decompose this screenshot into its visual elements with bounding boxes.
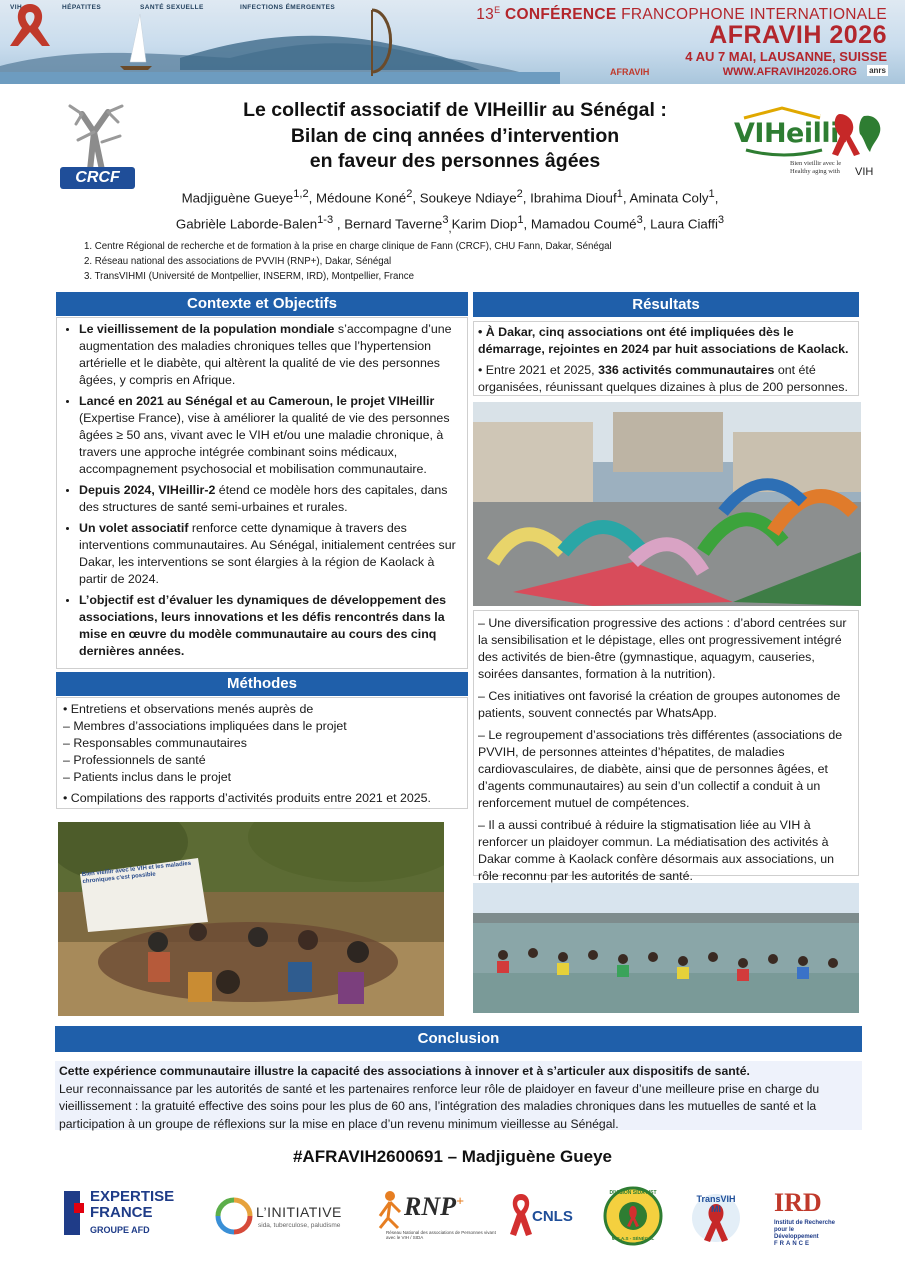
conclusion-box xyxy=(55,1061,862,1130)
list-item: • Lancé en 2021 au Sénégal et au Cameroun, le projet VIHeillir (Expertise France), vise à améliorer la qualité de vie des personnes âgées ≥ 50 ans, vivant avec le VIH et/ou une maladie chronique, à travers une approche intégrée combinant soins médicaux, accompagnement psychosocial et mobilisation communautaire. xyxy=(79,393,461,478)
africa-ribbon-icon xyxy=(820,108,890,164)
cnls-logo: CNLS xyxy=(508,1192,578,1242)
resultats-details-box xyxy=(473,610,859,883)
methodes-line: – Membres d’associations impliquées dans le projet xyxy=(63,719,347,733)
methodes-line: • Entretiens et observations menés auprès de xyxy=(63,702,314,716)
conference-dates: 4 AU 7 MAI, LAUSANNE, SUISSE xyxy=(685,49,887,64)
list-item: • Un volet associatif renforce cette dynamique à travers des interventions communautaires. Au Sénégal, initialement centrées sur Dakar, les interventions se sont élargies à la région de Kaolack à partir de 2024. xyxy=(79,520,461,588)
initiative-logo: L’INITIATIVE sida, tuberculose, paludisme xyxy=(214,1196,364,1238)
afravih-mark-label: AFRAVIH xyxy=(610,67,650,77)
expertise-france-logo: EXPERTISE FRANCE GROUPE AFD xyxy=(64,1189,204,1241)
topic-sante-sexuelle: SANTÉ SEXUELLE xyxy=(140,4,204,11)
topic-hepatites: HÉPATITES xyxy=(62,4,102,11)
division-sida-logo: DIVISION SIDA / IST M.S.A.S - SÉNÉGAL xyxy=(603,1186,663,1246)
list-item: • L’objectif est d’évaluer les dynamiques de développement des associations, leurs innovations et les défis rencontrés dans la mise en œuvre du modèle communautaire au cours des cinq dernières années. xyxy=(79,592,461,660)
hashtag-footer: #AFRAVIH2600691 – Madjiguène Gueye xyxy=(292,1147,613,1166)
initiative-ring-icon xyxy=(214,1196,254,1236)
affiliation-2: 2. Réseau national des associations de PVVIH (RNP+), Dakar, Sénégal xyxy=(84,256,392,267)
methodes-box xyxy=(56,697,468,809)
conference-url[interactable]: WWW.AFRAVIH2026.ORG xyxy=(722,66,857,78)
transvihmi-logo: TransVIH MI xyxy=(686,1184,746,1246)
baobab-tree-icon xyxy=(52,102,144,172)
authors-line-2: Gabrièle Laborde-Balen$^{1-3}$ , Bernard Taverne$^3_,$Karim Diop$^1$, Mamadou Coumé$^3$, Laura Ciaffi$^3$ xyxy=(175,214,725,236)
topic-infections-emergentes: INFECTIONS ÉMERGENTES xyxy=(240,4,336,11)
poster-title: Le collectif associatif de VIHeillir au Sénégal : Bilan de cinq années d’intervention en faveur des personnes âgées xyxy=(243,99,667,172)
resultats-bullet-2: • Entre 2021 et 2025, 336 activités communautaires ont été organisées, réunissant quelques dizaines à plus de 200 personnes. xyxy=(478,363,848,394)
resultats-bullet-1: • À Dakar, cinq associations ont été impliquées dès le démarrage, rejointes en 2024 par huit associations de Kaolack. xyxy=(478,325,849,356)
section-heading-conclusion: Conclusion xyxy=(55,1026,862,1052)
resultats-paragraph: – Une diversification progressive des actions : d’abord centrées sur la sensibilisation et le dépistage, elles ont progressivement intégré des activités de bien-être (gymnastique, aquagym, causeries, soirées dansantes, formation à la nutrition). xyxy=(478,616,847,681)
anrs-logo: anrs xyxy=(869,66,886,75)
photo-outdoor-gymnastics xyxy=(473,402,861,606)
resultats-paragraph: – Ces initiatives ont favorisé la création de groupes autonomes de patients, souvent connectés par WhatsApp. xyxy=(478,689,841,720)
viheillir-tag-vih: VIH xyxy=(855,166,874,178)
resultats-summary-box xyxy=(473,321,859,396)
methodes-line: • Compilations des rapports d’activités produits entre 2021 et 2025. xyxy=(63,791,432,805)
authors-line-1: Madjiguène Gueye$^{1,2}$, Médoune Koné$^2$, Soukeye Ndiaye$^2$, Ibrahima Diouf$^1$, Aminata Coly$^1$, xyxy=(181,188,719,206)
resultats-paragraph: – Le regroupement d’associations très différentes (associations de PVVIH, de personnes atteintes d’hépatites, de maladies cardiovasculaires, de diabète, ainsi que de personnes âgées, et d’agents communautaires) au sein d’un collectif a conduit à un renforcement mutuel de compétences. xyxy=(478,728,843,810)
topic-vih: VIH xyxy=(10,4,23,11)
methodes-line: – Responsables communautaires xyxy=(63,736,247,750)
conclusion-bold: Cette expérience communautaire illustre la capacité des associations à innover et à s’articuler aux dispositifs de santé. xyxy=(59,1064,750,1078)
contexte-box xyxy=(56,317,468,669)
viheillir-tagline: Bien vieillir avec le Healthy aging with xyxy=(790,160,842,175)
red-ribbon-icon xyxy=(0,0,60,48)
viheillir-smile-icon xyxy=(744,148,824,158)
resultats-paragraph: – Il a aussi contribué à réduire la stigmatisation liée au VIH à renforcer un plaidoyer commun. La médiatisation des activités à Dakar comme à Kaolack confère désormais aux associations, un rôle reconnu par les autorités de santé. xyxy=(478,818,835,883)
section-heading-contexte: Contexte et Objectifs xyxy=(56,292,468,316)
affiliation-3: 3. TransVIHMI (Université de Montpellier, INSERM, IRD), Montpellier, France xyxy=(84,271,415,282)
conference-subtitle: $13^E$ CONFÉRENCE FRANCOPHONE INTERNATIONALE xyxy=(476,5,887,24)
conclusion-text: Leur reconnaissance par les autorités de santé et les partenaires renforce leur rôle de plaidoyer en faveur d’une meilleure prise en charge du vieillissement : la gratuité effective des soins pour les plus de 60 ans, l’intégration des maladies chroniques dans les mutuelles de santé et la participation à un groupe de réflexions sur la mise en place d’un revenu minimum vieillesse au Sénégal. xyxy=(59,1081,820,1131)
ird-logo: IRD Institut de Recherche pour le Développement FRANCE xyxy=(774,1188,836,1247)
methodes-line: – Patients inclus dans le projet xyxy=(63,770,232,784)
section-heading-resultats: Résultats xyxy=(473,292,859,317)
crcf-logo-text: CRCF xyxy=(60,167,135,189)
conference-banner xyxy=(0,0,905,84)
photo-community-meeting xyxy=(58,822,444,1016)
rnp-figure-icon xyxy=(374,1190,404,1230)
contexte-list xyxy=(61,321,461,660)
list-item: • Depuis 2024, VIHeillir-2 étend ce modèle hors des capitales, dans des structures de santé semi-urbaines et rurales. xyxy=(79,482,461,516)
section-heading-methodes: Méthodes xyxy=(56,672,468,696)
viheillir-logo: VIHeilli xyxy=(734,118,839,149)
affiliation-1: 1. Centre Régional de recherche et de formation à la prise en charge clinique de Fann (CRCF), CHU Fann, Dakar, Sénégal xyxy=(84,241,612,252)
meeting-banner-text: Bien vieillir avec le VIH et les maladies chroniques c'est possible xyxy=(81,860,192,886)
viheillir-roof-icon xyxy=(742,106,822,120)
conference-name: AFRAVIH 2026 xyxy=(709,21,887,49)
photo-aquagym-sea xyxy=(473,883,859,1013)
cnls-ribbon-icon xyxy=(508,1192,534,1238)
methodes-line: – Professionnels de santé xyxy=(63,753,206,767)
list-item: • Le vieillissement de la population mondiale s’accompagne d’une augmentation des maladies chroniques telles que l’hypertension artérielle et le diabète, qui altèrent la qualité de vie des personnes âgées, y compris en Afrique. xyxy=(79,321,461,389)
rnp-logo: RNP+ Réseau National des associations de Personnes vivant avec le VIH / SIDA xyxy=(374,1188,498,1244)
